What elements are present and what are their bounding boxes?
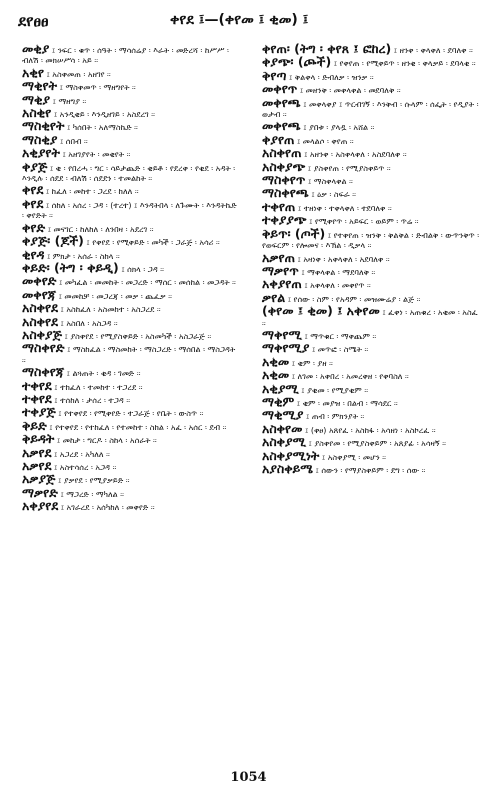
entry-headword: ቀየደ xyxy=(22,182,44,198)
entry-definition: ፤ ፈቀነ ፡ አጠቁረ ፡ አቂመ ፡ አስፈ ። xyxy=(262,308,478,328)
entry-headword: ማስቂየት xyxy=(22,118,65,134)
entry-headword: ማቃየድ xyxy=(22,484,58,500)
entry-headword: ተቀያያጭ xyxy=(262,212,307,228)
entry-headword: ቀየጠ፡ (ትግ ፡ ቀየጸ ፤ ፎከረ) xyxy=(262,41,392,56)
entry-headword: አስቀያጭ xyxy=(262,158,306,174)
entry-headword: አስቀየጠ xyxy=(262,145,302,161)
right-column xyxy=(262,41,480,477)
entry-definition: ፤ ሰበብ ። xyxy=(59,136,88,146)
entry-definition: ፤ ያቃየደ ፡ የሚያቃይድ ። xyxy=(57,476,130,486)
entry-definition: ፤ መቀላቀያ ፤ ጥርብገኝ ፡ እንቅብ ፡ ሱላም ፡ ሰፌት ፡ የዲያት ፡ ወታብ ። xyxy=(262,99,479,120)
dictionary-entry xyxy=(22,158,240,185)
dictionary-entry xyxy=(262,54,480,70)
entry-definition: ፤ ካሰበት ፡ አለማስኬድ ። xyxy=(66,123,138,133)
entry-headword: ማቂሚያ xyxy=(262,407,304,423)
entry-definition: ፤ ልጓጠት ፡ ቂዳ ፡ ገመድ ። xyxy=(66,369,141,379)
entry-headword: መቀየጥ xyxy=(262,81,298,97)
entry-definition: ፤ የተቀየደ ፡ የሚቀየድ ፡ ተጋራጅ ፡ የቤት ፡ ውስጥ ። xyxy=(58,409,204,419)
entry-headword: ማቀየሚያ xyxy=(262,340,310,356)
entry-definition: ፤ ማስቀመጥ ፡ ማዘግየት ። xyxy=(59,83,136,93)
entry-headword: አቂመ xyxy=(262,353,290,369)
entry-definition: ፤ አንዲቂይ ፡ እንዲዘገይ ፡ አስደረገ ። xyxy=(53,110,155,120)
entry-headword: አቃያጅ xyxy=(22,471,56,487)
dictionary-entry xyxy=(22,41,240,67)
entry-headword: ማቃየጥ xyxy=(262,262,299,278)
entry-definition: ፤ አስከፈለ ፡ አስመከተ ፡ አስጋረደ ። xyxy=(60,305,161,315)
entry-definition: ፤ ከፈለ ፡ መከተ ፡ ጋረደ ፡ ከለለ ። xyxy=(45,187,139,197)
entry-definition: ፤ መናገር ፡ ከለከለ ፡ ለንበዛ ፡ አደረገ ። xyxy=(47,224,154,234)
entry-headword: ማቂያ xyxy=(22,91,51,107)
entry-definition: ፤ ሰከለ ፡ አሰረ ፡ ጋዳ ፡ (ተረተ) ፤ እንዳትበላ ፡ ለጉሙት ፡ እንዳትኬድ ፡ ቀየድት ። xyxy=(22,200,237,221)
entry-definition: ፤ የቀየደ ፡ የሚቀይድ ፡ መካች ፡ ጋራጅ ፡ አሳሪ ። xyxy=(86,238,220,248)
entry-headword: አቂመ xyxy=(262,367,290,383)
entry-headword: ቅይዳት xyxy=(22,431,55,447)
entry-headword: ቀየድ xyxy=(22,219,46,235)
dictionary-entry xyxy=(22,340,240,366)
entry-definition: ፤ ያስቀየጠ ፡ የሚያስቀይጥ ። xyxy=(307,163,391,173)
entry-definition: ፤ መላልሶ ፡ ቀየጠ ። xyxy=(296,136,354,146)
entry-definition: ፤ አስተሳሰረ ፡ አጋዳ ። xyxy=(53,463,117,472)
entry-definition: ፤ ቂም ፡ ያዘ ። xyxy=(291,358,333,368)
entry-headword: ቀያጅ፡ (ጆች) xyxy=(22,233,84,249)
entry-definition: ፤ ለገመ ፡ አቀበረ ፡ አመረቀዘ ፡ የቀባስለ ። xyxy=(291,372,409,382)
dictionary-entry xyxy=(262,225,480,252)
dictionary-entry xyxy=(22,182,240,198)
entry-headword: ማስቀየጫ xyxy=(262,185,309,201)
entry-definition: ፤ (ቀፀ) አጸየፈ ፡ አስከፋ ፡ አሳዘነ ፡ አስኮረፈ ። xyxy=(305,425,436,435)
entry-definition: ፤ ተዘነቀ ፡ ተቀላቀለ ፡ ተደባለቀ ። xyxy=(297,203,392,213)
entry-definition: ፤ ማዘግያ ። xyxy=(52,96,87,106)
entry-definition: ፤ አዛነቀ ፡ አቀላቀለ ፡ አደባለቀ ። xyxy=(297,254,390,264)
dictionary-entry xyxy=(22,431,240,447)
entry-headword: ቅይጥ፡ (ጦች) xyxy=(262,225,326,241)
entry-headword: መቀየጫ xyxy=(262,118,301,134)
entry-headword: ማስቀየድ xyxy=(22,340,65,356)
dictionary-entry xyxy=(22,417,240,433)
entry-definition: ፤ አስቀያሚ ፡ መሆን ። xyxy=(321,452,386,462)
running-title: ቀየደ ፤—(ቀየመ ፤ ቂመ) ፤ xyxy=(170,12,309,28)
entry-definition: ፤ የተቀየደ ፡ የተከፈለ ፡ የተመከተ ፡ ስከል ፡ አፈ ፡ አሰር ፡ ደብ ። xyxy=(49,422,227,432)
entry-headword: ቀየደ xyxy=(22,195,44,211)
entry-definition: ፤ የተቀየጠ ፡ ዝንቅ ፡ ቅልቅል ፡ ድብልቅ ፡ ውጥንቅጥ ፡ የወፍርም ፡ የሎመና ፡ እኽል ፡ ዲቃላ ። xyxy=(262,230,480,251)
entry-definition: ፤ ማቀላቀል ፡ ማደባለቅ ። xyxy=(301,267,376,277)
entry-headword: አስቀያሚነት xyxy=(262,447,320,463)
entry-headword: ቀይድ፡ (ትግ ፡ ቀይዲ) xyxy=(22,259,119,275)
entry-headword: መቀየጃ xyxy=(22,286,57,302)
entry-definition: ፤ የሰው ፡ ስም ፡ የአዳም ፡ መዝሙሬያ ፡ ልጅ ። xyxy=(287,294,421,304)
dictionary-entry xyxy=(22,377,240,393)
entry-definition: ፤ አዘንቀ ፡ አስቀላቀለ ፡ አስደባለቀ ። xyxy=(304,150,407,160)
entry-headword: አስቂየ xyxy=(22,105,52,121)
entry-headword: ቀያጅ xyxy=(22,158,48,174)
entry-headword: ማስቀየጃ xyxy=(22,364,65,380)
entry-definition: ፤ ማስቀላቀል ። xyxy=(307,177,353,187)
entry-headword: ቂየዳ xyxy=(22,246,45,262)
entry-headword: (ቀየመ ፤ ቂመ) ፤ አቀየመ xyxy=(262,303,380,319)
entry-headword: አቃየጠ xyxy=(262,249,295,265)
entry-headword: አቂየ xyxy=(22,64,44,80)
entry-headword: ቅይድ xyxy=(22,417,47,433)
dictionary-entry xyxy=(22,404,240,420)
entry-definition: ፤ ሰውን ፡ የማያስቀይም ፡ ደግ ፡ ሰው ። xyxy=(315,466,426,475)
dictionary-entry xyxy=(22,195,240,222)
entry-headword: ቀያየጠ xyxy=(262,131,295,147)
entry-definition: ፤ ማጋረድ ፡ ማካለል ። xyxy=(60,489,125,499)
entry-headword: አያስቀይሜ xyxy=(262,461,313,476)
left-column xyxy=(22,41,240,515)
entry-definition: ፤ መከታ ፡ ግርዶ ፡ ስከላ ፡ አሰራት ። xyxy=(56,436,157,446)
entry-headword: ማስቂያ xyxy=(22,131,58,147)
entry-headword: አቀያየጠ xyxy=(262,276,302,292)
entry-definition: ፤ ጠብ ፡ ምክንያት ። xyxy=(306,412,365,422)
entry-headword: አስቀያጅ xyxy=(22,326,62,342)
entry-definition: ፤ አገራረደ ፡ አሰካከለ ፡ መቀየድ ። xyxy=(60,503,155,513)
entry-headword: አቂያሚ xyxy=(262,380,299,396)
entry-headword: ቀያጭ፡ (ጮች) xyxy=(262,54,332,70)
entry-definition: ፤ የቀየጠ ፡ የሚቀይጥ ፡ ዘንቂ ፡ ቀላቃይ ፡ ደባላቂ ። xyxy=(333,59,476,69)
entry-definition: ፤ ተሰከለ ፡ ታሰረ ፡ ተጋዳ ። xyxy=(54,395,131,405)
entry-definition: ፤ ሰክላ ፡ ጋዳ ። xyxy=(121,264,164,274)
dictionary-entry xyxy=(22,78,240,94)
dictionary-entry xyxy=(262,303,480,329)
entry-headword: አስቀያሚ xyxy=(262,434,306,450)
entry-headword: ማቂየት xyxy=(22,78,58,94)
dictionary-entry xyxy=(22,364,240,380)
entry-definition: ፤ ያስቀየደ ፡ የሚያስቀይድ ፡ አስመካች ፡ አስጋራጅ ። xyxy=(64,331,212,341)
entry-definition: ፤ አቀላቀለ ፡ መቀየጥ ። xyxy=(304,281,371,291)
page-number: 1054 xyxy=(230,770,267,785)
entry-definition: ፤ ዕቃ ፡ ስፍራ ። xyxy=(311,190,356,200)
dictionary-entry xyxy=(22,498,240,514)
entry-headword: አቀያየደ xyxy=(22,498,59,514)
entry-headword: ማቂም xyxy=(262,393,295,409)
entry-definition: ፤ ቂም ፡ መያዝ ፡ በልብ ፡ ማሳደር ። xyxy=(296,398,398,408)
header-guide-word: ደየፀፀ xyxy=(18,12,49,30)
dictionary-entry xyxy=(262,118,480,134)
entry-headword: ቅየጣ xyxy=(262,67,287,83)
dictionary-entry xyxy=(262,94,480,121)
dictionary-entry xyxy=(262,353,480,369)
entry-headword: አስቀየደ xyxy=(22,300,58,316)
entry-definition: ፤ ምክታ ፡ አሰራ ፡ ስከላ ። xyxy=(46,251,120,261)
entry-definition: ፤ መካፈል ፡ መመከት ፡ መጋረድ ፡ ማሰር ፡ መሰከል ፡ መጋዳት ። xyxy=(59,278,236,288)
entry-definition: ፤ ማጥቁር ፡ ማቀጨም ። xyxy=(304,331,377,341)
entry-definition: ፤ ያቂመ ፡ የሚያቂም ። xyxy=(301,385,369,395)
entry-definition: ፤ ያስቀየመ ፡ የሚያስቀይም ፡ አጸያፊ ፡ አሳዛኝ ። xyxy=(308,439,446,449)
entry-definition: ፤ አጋረደ ፡ አካለለ ። xyxy=(53,449,110,459)
dictionary-entry xyxy=(262,276,480,292)
dictionary-entry xyxy=(22,233,240,249)
entry-definition: ፤ ያበቱ ፡ ያላዷ ፡ አሸል ። xyxy=(303,123,375,133)
dictionary-entry xyxy=(262,461,480,476)
entry-definition: ፤ ንፍር ፡ ቁጥ ፡ ሰዓት ፡ ማሳሰሬያ ፡ እራት ፡ መድረሻ ፡ ከሥሥ ፡ ብለሽ ፡ መክሠሥሳ ፡ አይ ። xyxy=(22,46,229,66)
entry-headword: መቀየድ xyxy=(22,273,57,289)
dictionary-entry xyxy=(262,380,480,396)
entry-headword: ተቀየደ xyxy=(22,390,52,406)
entry-definition: ፤ አዘገያየት ፡ መቂየት ። xyxy=(62,150,131,160)
dictionary-entry xyxy=(22,91,240,107)
entry-headword: ተቀያጅ xyxy=(22,404,56,420)
entry-headword: መቂያ xyxy=(22,41,50,56)
dictionary-entry xyxy=(22,444,240,460)
entry-definition: ፤ አስበለ ፡ አስጋዳ ። xyxy=(60,318,118,328)
entry-definition: ፤ ቅልቀላ ፡ ድብለቃ ፡ ዝንቃ ። xyxy=(288,72,374,82)
entry-headword: አስቀየደ xyxy=(22,313,58,329)
dictionary-entry xyxy=(22,145,240,161)
entry-headword: ማቀየሚ xyxy=(262,326,302,342)
entry-headword: አስቀየመ xyxy=(262,420,303,436)
entry-definition: ፤ ማስከፈል ፡ ማስመከት ፡ ማስጋረድ ፡ ማሰበል ፡ ማስጋዳት ። xyxy=(22,345,236,365)
entry-definition: ፤ ቂ ፡ የበረሓ ፡ ግር ፡ ሳይታጨድ ፡ ቂይቶ ፡ የደረቀ ፡ የቂደ ፡ አዳት ፡ እንዲሉ ፡ ሰደደ ፡ ብለሽ ፡ ሰደደን ፡ ተመልከት ። xyxy=(22,163,236,184)
entry-headword: አቃየደ xyxy=(22,444,52,460)
dictionary-entry xyxy=(262,340,480,356)
entry-headword: አቂያየት xyxy=(22,145,60,161)
entry-headword: ማስቀየጥ xyxy=(262,172,306,188)
entry-definition: ፤ ተከፈለ ፡ ተመከተ ፡ ተጋረደ ። xyxy=(54,382,143,392)
entry-headword: መቀየጫ xyxy=(262,94,301,110)
entry-definition: ፤ የሚቀየጥ ፡ አይፍር ፡ ወይም ፡ ጥሬ ። xyxy=(309,217,419,227)
entry-definition: ፤ መጥፎ ፡ ስሜት ። xyxy=(311,345,369,355)
entry-headword: አቃየደ xyxy=(22,458,52,473)
entry-definition: ፤ መዘንቅ ፡ መቀላቀል ፡ መደባለቅ ። xyxy=(299,86,401,96)
entry-definition: ፤ ዘንቀ ፡ ቀላቀለ ፡ ደባለቀ ። xyxy=(393,46,473,55)
entry-definition: ፤ መመከቻ ፡ መጋረጃ ፡ መቃ ፡ ጨፈቃ ። xyxy=(58,291,172,301)
entry-headword: ቃየል xyxy=(262,289,286,305)
entry-definition: ፤ አስቀመጠ ፡ አዘገየ ። xyxy=(46,69,111,79)
entry-headword: ተቀየደ xyxy=(22,377,52,393)
entry-headword: ተቀየጠ xyxy=(262,198,296,214)
